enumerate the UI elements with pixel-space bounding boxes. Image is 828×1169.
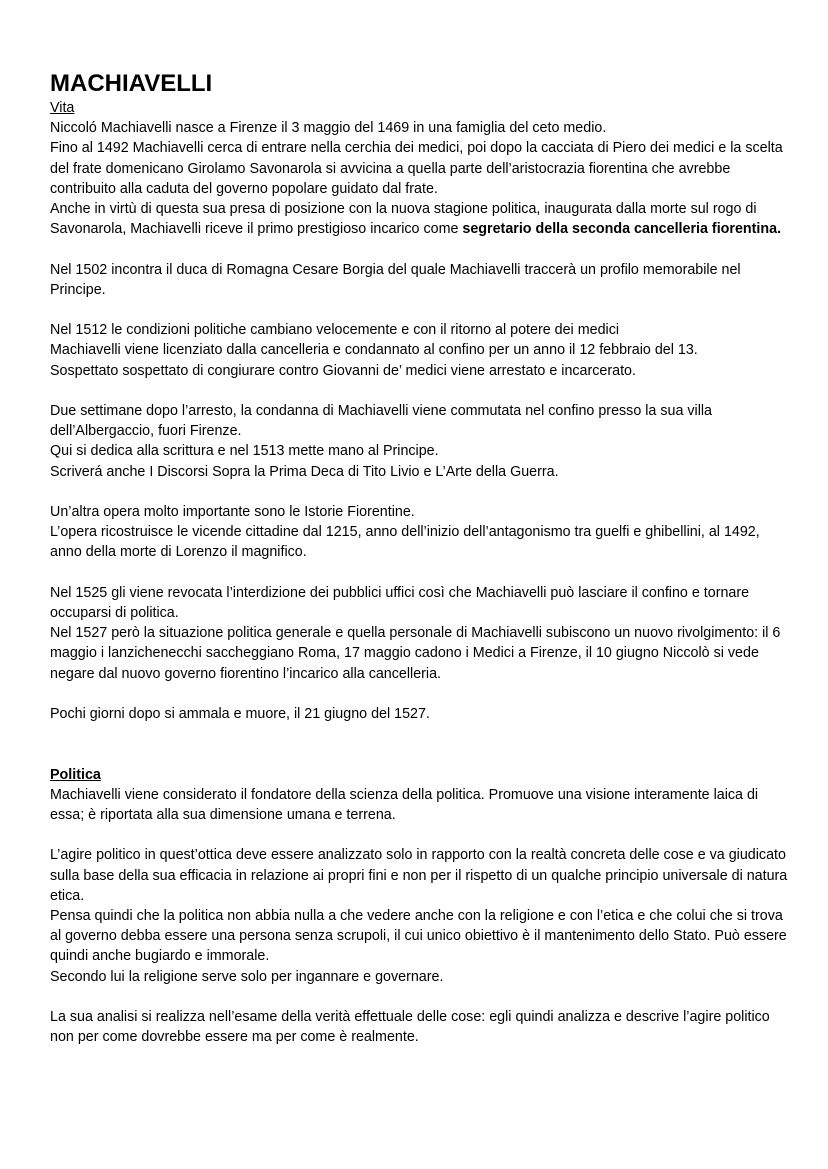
document-page (50, 70, 790, 1047)
politica-paragraph-religione-etica: Pensa quindi che la politica non abbia nulla a che vedere anche con la religione e con l’etica e che colui che si trova al governo debba essere una persona senza scrupoli, il cui unico obiettivo è il mantenimento dello Stato. Può essere quindi anche bugiardo e immorale. (50, 908, 787, 965)
vita-paragraph-cancelleria-bold: segretario della seconda cancelleria fiorentina. (462, 221, 782, 238)
spacer (50, 300, 790, 320)
document-title: MACHIAVELLI (50, 70, 213, 97)
section-heading-politica: Politica (50, 766, 101, 783)
vita-paragraph-cancelleria (50, 199, 790, 239)
spacer (50, 482, 790, 502)
politica-paragraph-agire: L’agire politico in quest’ottica deve essere analizzato solo in rapporto con la realtà concreta delle cose e va giudicato sulla base della sua efficacia in relazione ai propri fini e non per il rispetto di un qualche principio universale di natura etica. (50, 847, 788, 904)
section-heading-vita: Vita (50, 100, 75, 116)
spacer (50, 987, 790, 1007)
vita-paragraph-savonarola: Fino al 1492 Machiavelli cerca di entrare nella cerchia dei medici, poi dopo la cacciata di Piero dei medici e la scelta del frate domenicano Girolamo Savonarola si avvicina a quella parte dell’aristocrazia fiorentina che avrebbe contribuito alla caduta del governo popolare guidato dal frate. (50, 140, 783, 197)
vita-paragraph-cancelleria-text: Anche in virtù di questa sua presa di posizione con la nuova stagione politica, inaugurata dalla morte sul rogo di Savonarola, Machiavelli riceve il primo prestigioso incarico come (50, 201, 757, 238)
vita-paragraph-principe: Qui si dedica alla scrittura e nel 1513 mette mano al Principe. (50, 443, 439, 460)
vita-paragraph-vicende: L’opera ricostruisce le vicende cittadine dal 1215, anno dell’inizio dell’antagonismo tra guelfi e ghibellini, al 1492, anno della morte di Lorenzo il magnifico. (50, 524, 760, 561)
vita-paragraph-discorsi: Scriverá anche I Discorsi Sopra la Prima Deca di Tito Livio e L’Arte della Guerra. (50, 463, 559, 480)
politica-paragraph-fondatore: Machiavelli viene considerato il fondatore della scienza della politica. Promuove una visione interamente laica di essa; è riportata alla sua dimensione umana e terrena. (50, 786, 759, 823)
spacer (50, 381, 790, 401)
vita-paragraph-confino: Due settimane dopo l’arresto, la condanna di Machiavelli viene commutata nel confino presso la sua villa dell’Albergaccio, fuori Firenze. (50, 403, 712, 440)
vita-paragraph-istorie: Un’altra opera molto importante sono le Istorie Fiorentine. (50, 504, 415, 520)
spacer (50, 239, 790, 259)
vita-paragraph-arresto: Sospettato sospettato di congiurare contro Giovanni de’ medici viene arrestato e incarcerato. (50, 362, 636, 379)
vita-paragraph-1512: Nel 1512 le condizioni politiche cambiano velocemente e con il ritorno al potere dei medici (50, 322, 620, 339)
spacer (50, 825, 790, 845)
politica-paragraph-verita-effettuale: La sua analisi si realizza nell’esame della verità effettuale delle cose: egli quindi analizza e descrive l’agire politico non per come dovrebbe essere ma per come è realmente. (50, 1009, 770, 1046)
spacer (50, 724, 790, 764)
politica-paragraph-ingannare: Secondo lui la religione serve solo per ingannare e governare. (50, 968, 444, 985)
spacer (50, 684, 790, 704)
vita-paragraph-licenziato: Machiavelli viene licenziato dalla cancelleria e condannato al confino per un anno il 12 febbraio del 13. (50, 342, 698, 359)
spacer (50, 563, 790, 583)
vita-paragraph-1527: Nel 1527 però la situazione politica generale e quella personale di Machiavelli subiscono un nuovo rivolgimento: il 6 maggio i lanzichenecchi saccheggiano Roma, 17 maggio cadono i Medici a Firenze, il 10 giugno Niccolò si vede negare dal nuovo governo fiorentino l’incarico alla cancelleria. (50, 625, 781, 682)
vita-paragraph-borgia: Nel 1502 incontra il duca di Romagna Cesare Borgia del quale Machiavelli traccerà un profilo memorabile nel Principe. (50, 261, 741, 298)
vita-paragraph-morte: Pochi giorni dopo si ammala e muore, il 21 giugno del 1527. (50, 706, 430, 722)
vita-paragraph-birth: Niccoló Machiavelli nasce a Firenze il 3 maggio del 1469 in una famiglia del ceto medio. (50, 120, 607, 137)
vita-paragraph-1525: Nel 1525 gli viene revocata l’interdizione dei pubblici uffici così che Machiavelli può lasciare il confino e tornare occuparsi di politica. (50, 584, 750, 621)
